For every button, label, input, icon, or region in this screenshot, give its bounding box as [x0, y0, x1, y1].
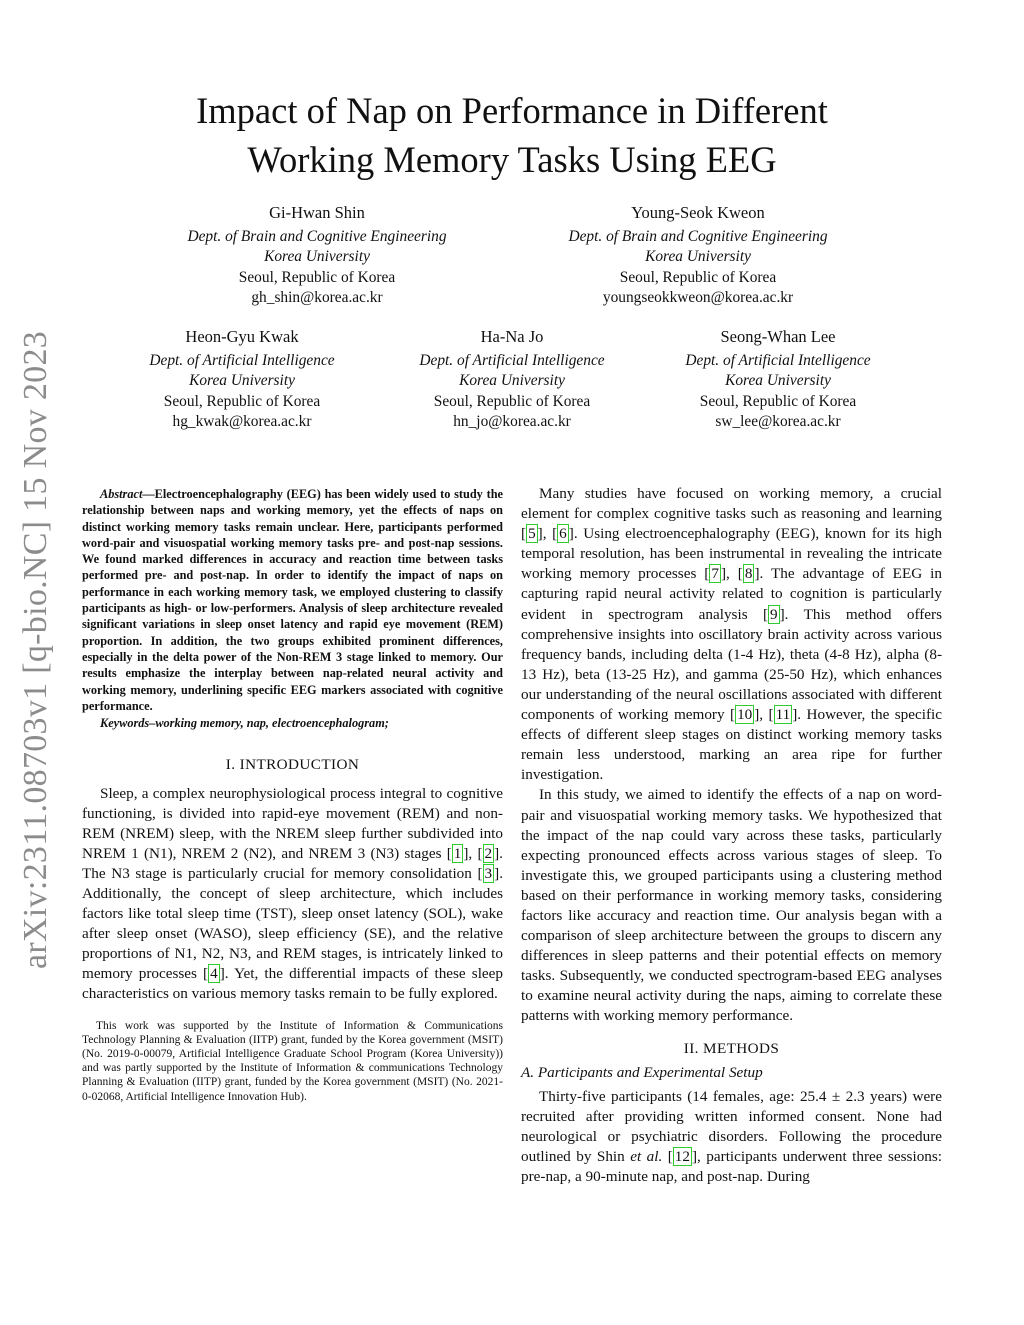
intro-paragraph: Sleep, a complex neurophysiological process integral to cognitive functioning, is divided into rapid-eye movement (REM) and non-REM (NREM) sleep, with the NREM sleep further subdivided into NREM 1 (N1), NREM 2 (N2), and NREM 3 (N3) stages [ 1 ], [ 2 ]. The N3 stage is particularly crucial for memory consolidation [ 3 ]. Additionally, the concept of sleep architecture, which includes factors like total sleep time (TST), sleep onset latency (SOL), wake after sleep onset (WASO), sleep efficiency (SE), and the relative proportions of N1, N2, N3, and REM stages, is intricately linked to memory processes [ 4 ]. Yet, the differential impacts of these sleep characteristics on various memory tasks remain to be fully explored.	[82, 784, 503, 1003]
author-university: Korea University	[189, 372, 295, 390]
author-location: Seoul, Republic of Korea	[619, 268, 777, 286]
citation-link[interactable]: 10	[737, 706, 753, 724]
abstract	[82, 486, 503, 714]
author-department: Dept. of Brain and Cognitive Engineering	[568, 227, 828, 245]
citation-link[interactable]: 11	[775, 706, 791, 724]
keywords: Keywords–working memory, nap, electroencephalogram;	[100, 716, 389, 731]
author-department: Dept. of Brain and Cognitive Engineering	[187, 227, 447, 245]
citation-link[interactable]: 6	[559, 525, 567, 543]
author-department: Dept. of Artificial Intelligence	[149, 351, 335, 369]
intro-paragraph: In this study, we aimed to identify the effects of a nap on word-pair and visuospatial working memory tasks. We hypothesized that the impact of the nap could vary across these tasks, particularly expecting pronounced effects across various stages of sleep. To investigate this, we grouped participants using a clustering method based on their performance in working memory tasks, considering factors like accuracy and reaction time. Our analysis began with a comparison of sleep architecture between the groups to discern any differences in sleep patterns and their potential effects on memory tasks. Subsequently, we conducted spectrogram-based EEG analyses to examine neural activity during the naps, aiming to correlate these patterns with working memory performance.	[521, 786, 942, 1025]
citation-link[interactable]: 8	[744, 565, 753, 583]
citation-link[interactable]: 5	[528, 525, 536, 543]
title-line-1: Impact of Nap on Performance in Different	[196, 90, 828, 131]
citation-link[interactable]: 12	[674, 1148, 690, 1165]
citation-link[interactable]: 4	[210, 965, 218, 983]
author-department: Dept. of Artificial Intelligence	[685, 351, 871, 369]
author-name: Ha-Na Jo	[480, 327, 544, 346]
author-university: Korea University	[725, 372, 831, 390]
section-heading-introduction: I. INTRODUCTION	[225, 756, 360, 774]
author-email: hg_kwak@korea.ac.kr	[172, 413, 312, 431]
funding-footnote: This work was supported by the Institute of Information & Communications Technology Planning & Evaluation (IITP) grant, funded by the Korea government (MSIT) (No. 2019-0-00079, Artificial Intelligence Graduate School Program (Korea University)) and was partly supported by the Institute of Information & communications Technology Planning & Evaluation (IITP) grant, funded by the Korea government (MSIT) (No. 2021-0-02068, Artificial Intelligence Innovation Hub).	[82, 1019, 503, 1103]
left-column	[82, 486, 503, 1104]
author-university: Korea University	[645, 248, 751, 266]
section-heading-methods: II. METHODS	[683, 1039, 780, 1057]
author-university: Korea University	[459, 372, 565, 390]
author-email: hn_jo@korea.ac.kr	[453, 413, 571, 431]
citation-link[interactable]: 9	[770, 605, 778, 623]
abstract-dash: —	[142, 487, 155, 501]
author-name: Seong-Whan Lee	[720, 327, 836, 346]
abstract-text: Electroencephalography (EEG) has been widely used to study the relationship between naps and working memory, yet the effects of naps on distinct working memory tasks remain unclear. Here, participants performed word-pair and visuospatial working memory tasks pre- and post-nap sessions. We found marked differences in accuracy and reaction time between tasks performed pre- and post-nap. In order to identify the impact of naps on performance in each working memory task, we employed clustering to classify participants as high- or low-performers. Analysis of sleep architecture revealed significant variations in sleep onset latency and rapid eye movement (REM) proportion. In addition, the two groups exhibited prominent differences, especially in the delta power of the Non-REM 3 stage linked to memory. Our results emphasize the interplay between nap-related neural activity and working memory, underlining specific EEG markers associated with cognitive performance.	[82, 487, 503, 713]
title-line-2: Working Memory Tasks Using EEG	[247, 139, 777, 180]
subsection-heading: A. Participants and Experimental Setup	[521, 1063, 763, 1081]
author-university: Korea University	[264, 248, 370, 266]
author-email: youngseokkweon@korea.ac.kr	[602, 289, 794, 307]
author-name: Young-Seok Kweon	[631, 203, 765, 222]
paper-title	[82, 86, 942, 184]
author-location: Seoul, Republic of Korea	[433, 392, 591, 410]
arxiv-sidebar	[14, 330, 58, 970]
arxiv-identifier: arXiv:2311.08703v1 [q-bio.NC] 15 Nov 2023	[17, 330, 54, 970]
author-location: Seoul, Republic of Korea	[699, 392, 857, 410]
citation-link[interactable]: 3	[484, 864, 493, 882]
author-block	[157, 203, 477, 309]
author-location: Seoul, Republic of Korea	[238, 268, 396, 286]
methods-paragraph: Thirty-five participants (14 females, age: 25.4 ± 2.3 years) were recruited after providing written informed consent. None had neurological or psychiatric disorders. Following the procedure outlined by Shin et al. [ 12 ], participants underwent three sessions: pre-nap, a 90-minute nap, and post-nap. During	[521, 1087, 943, 1186]
citation-link[interactable]: 2	[484, 844, 493, 862]
citation-link[interactable]: 7	[711, 565, 719, 583]
author-block	[618, 327, 938, 433]
author-name: Gi-Hwan Shin	[269, 203, 365, 222]
author-name: Heon-Gyu Kwak	[185, 327, 299, 346]
citation-link[interactable]: 1	[453, 844, 462, 862]
author-email: gh_shin@korea.ac.kr	[251, 289, 383, 307]
right-column	[521, 484, 942, 1187]
abstract-label: Abstract	[100, 487, 143, 501]
intro-paragraph: Many studies have focused on working memory, a crucial element for complex cognitive tasks such as reasoning and learning [ 5 ], [ 6 ]. Using electroencephalography (EEG), known for its high temporal resolution, has been instrumental in revealing the intricate working memory processes [ 7 ], [ 8 ]. The advantage of EEG in capturing rapid neural activity related to cognition is particularly evident in spectrogram analysis [ 9 ]. This method offers comprehensive insights into oscillatory brain activity across various frequency bands, including delta (1-4 Hz), theta (4-8 Hz), alpha (8-13 Hz), beta (13-25 Hz), and gamma (25-50 Hz), which enhances our understanding of the neural oscillations associated with different components of working memory [ 10 ], [ 11 ]. However, the specific effects of different sleep stages on distinct working memory tasks remain less understood, marking an area ripe for further investigation.	[521, 485, 942, 784]
author-location: Seoul, Republic of Korea	[163, 392, 321, 410]
author-department: Dept. of Artificial Intelligence	[419, 351, 605, 369]
author-block	[538, 203, 858, 309]
author-email: sw_lee@korea.ac.kr	[715, 413, 841, 431]
